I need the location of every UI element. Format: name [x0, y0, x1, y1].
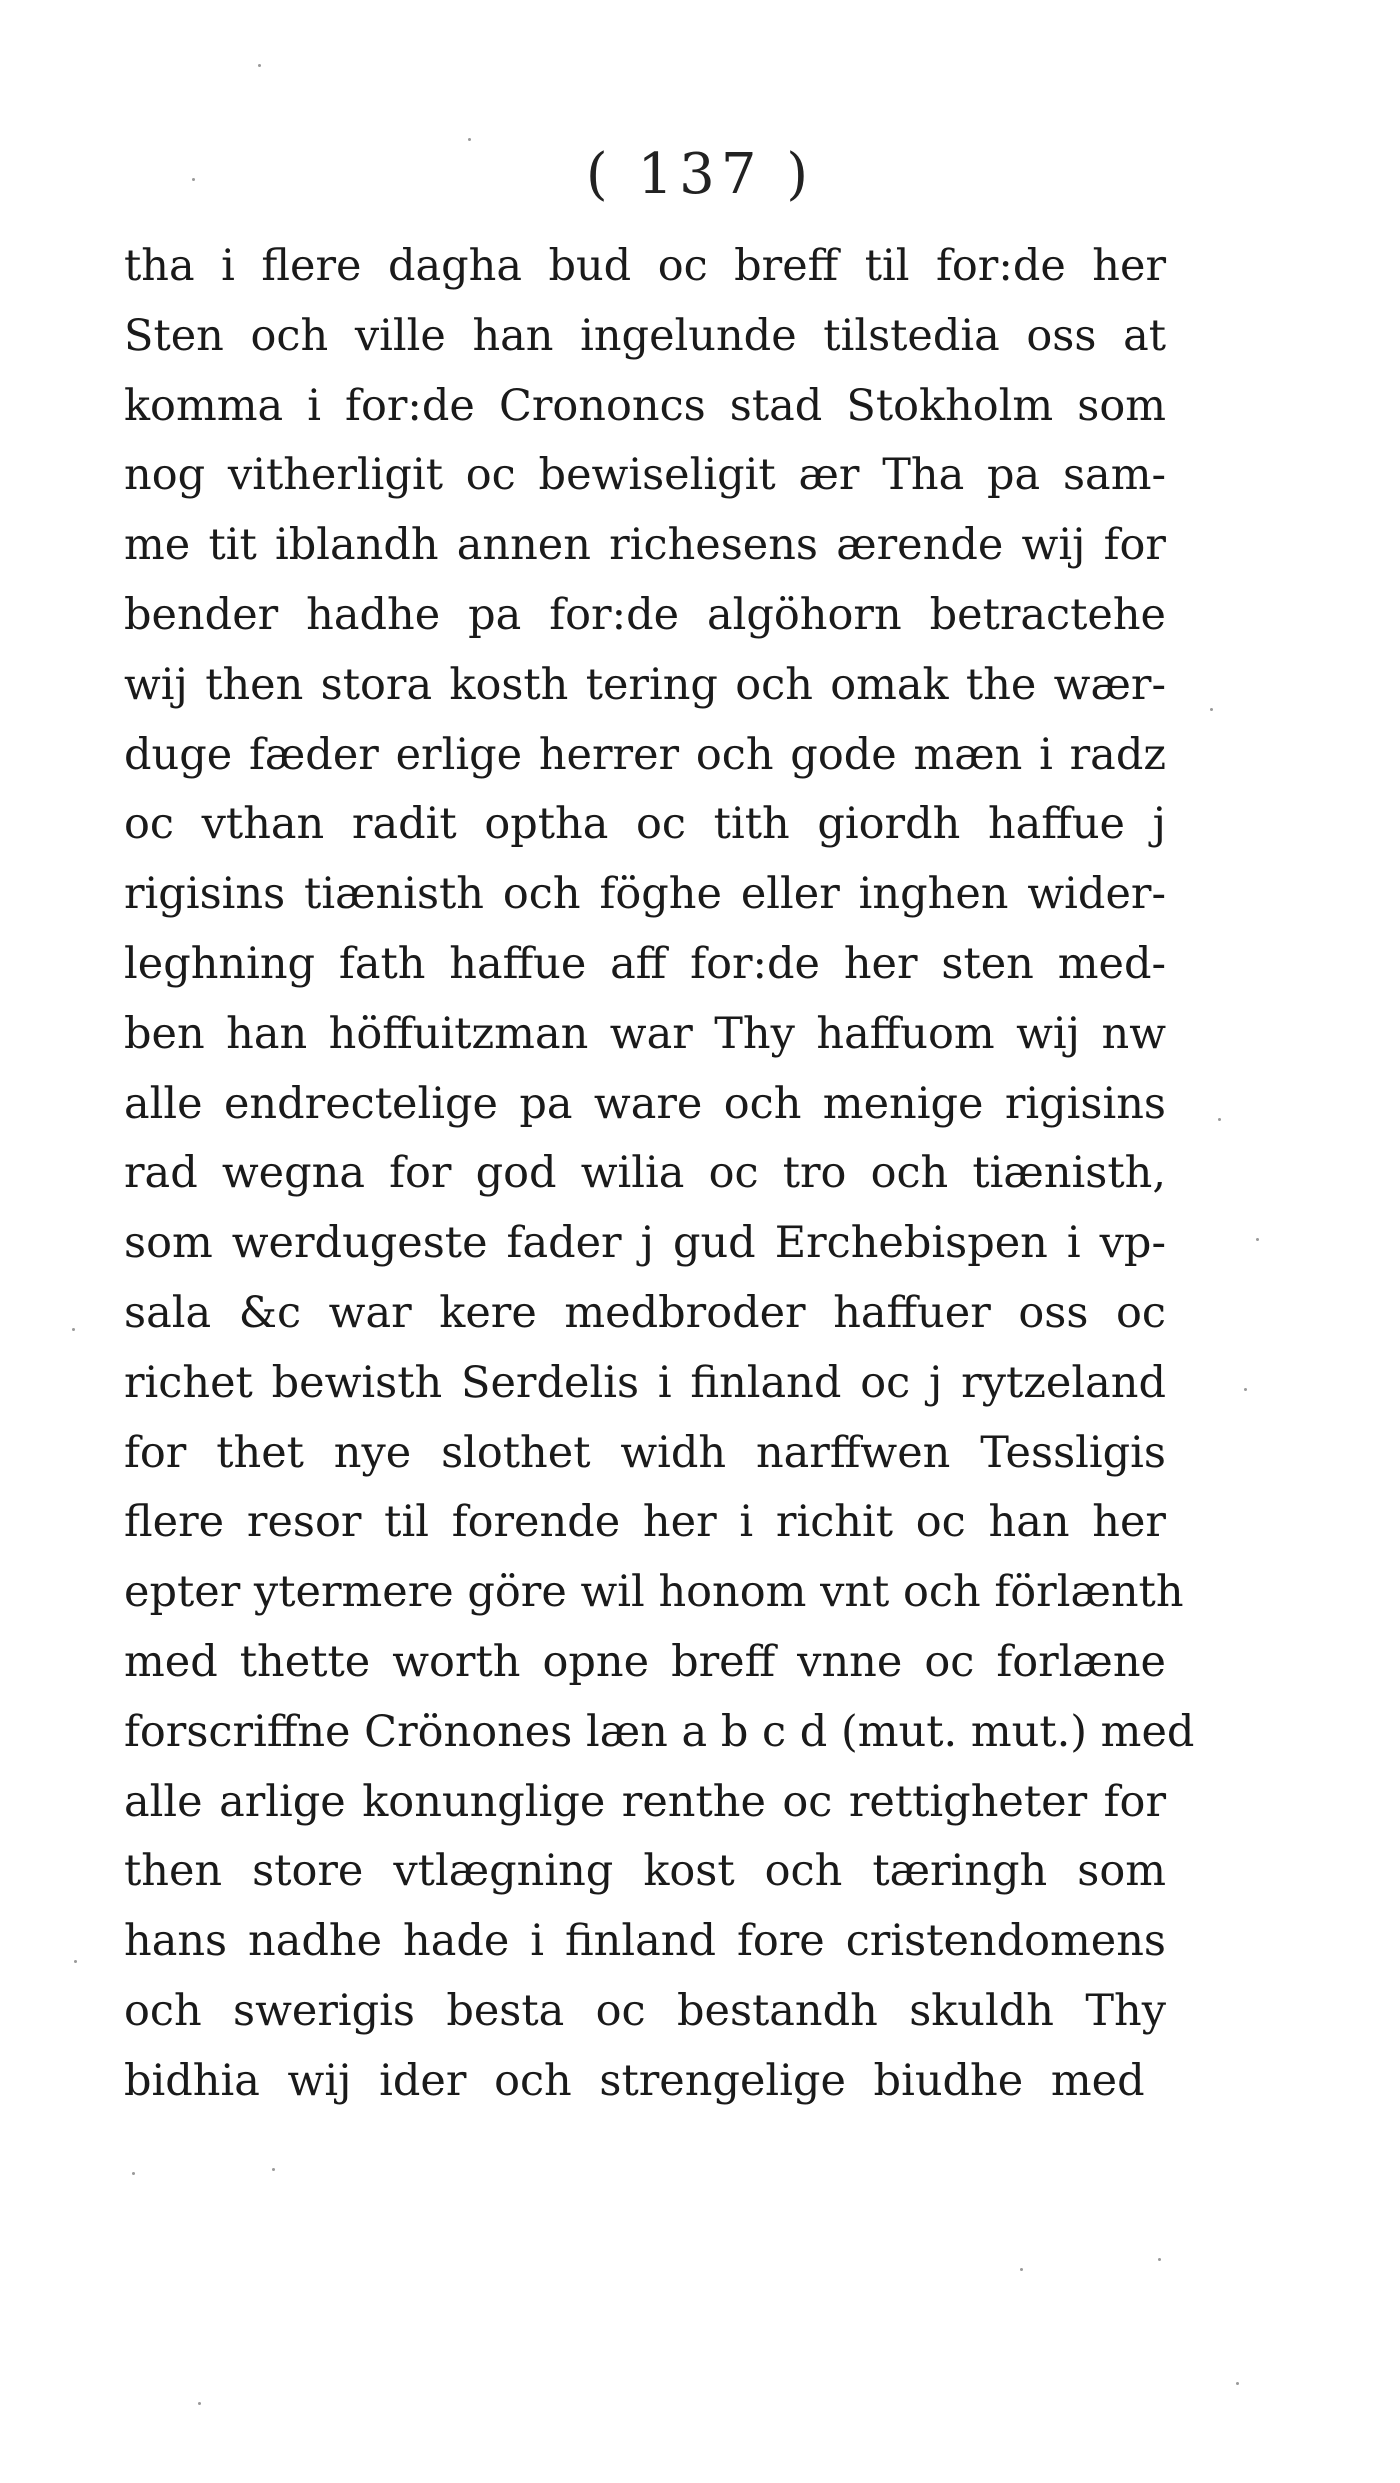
scan-speck [74, 1960, 77, 1963]
body-text [124, 232, 1195, 2117]
page-number: ( 137 ) [585, 142, 815, 207]
text-line: duge fæder erlige herrer och gode mæn i radz [124, 729, 1166, 780]
text-line: sala &c war kere medbroder haffuer oss oc [124, 1287, 1166, 1338]
text-line: forscriffne Crönones læn a b c d (mut. mut.) med [124, 1706, 1195, 1757]
scan-speck [1244, 1388, 1247, 1391]
scan-speck [192, 178, 195, 181]
scan-speck [198, 2402, 201, 2405]
text-line: och swerigis besta oc bestandh skuldh Thy [124, 1985, 1166, 2036]
text-line: flere resor til forende her i richit oc han her [124, 1497, 1166, 1548]
text-line: med thette worth opne breff vnne oc forlæne [124, 1636, 1166, 1687]
scan-speck [72, 1328, 75, 1331]
text-line: ben han höffuitzman war Thy haffuom wij nw [124, 1008, 1166, 1059]
scan-speck [1236, 2382, 1239, 2385]
text-line: nog vitherligit oc bewiseligit ær Tha pa sam- [124, 450, 1166, 501]
scan-speck [468, 138, 471, 141]
text-line: bidhia wij ider och strengelige biudhe med [124, 2055, 1145, 2106]
scan-speck [1020, 2268, 1023, 2271]
text-line: wij then stora kosth tering och omak the wær- [124, 659, 1166, 710]
text-line: komma i for:de Crononcs stad Stokholm som [124, 380, 1166, 431]
text-line: richet bewisth Serdelis i finland oc j rytzeland [124, 1357, 1166, 1408]
scan-speck [132, 2172, 135, 2175]
text-line: Sten och ville han ingelunde tilstedia oss at [124, 310, 1166, 361]
scan-speck [1210, 708, 1213, 711]
scan-speck [1158, 2258, 1161, 2261]
text-line: me tit iblandh annen richesens ærende wij for [124, 520, 1166, 571]
text-line: som werdugeste fader j gud Erchebispen i vp- [124, 1218, 1166, 1269]
text-line: rad wegna for god wilia oc tro och tiænisth, [124, 1148, 1166, 1199]
text-line: alle endrectelige pa ware och menige rigisins [124, 1078, 1166, 1129]
text-line: tha i flere dagha bud oc breff til for:de her [124, 241, 1166, 291]
text-line: for thet nye slothet widh narffwen Tessligis [124, 1427, 1166, 1478]
text-line: epter ytermere göre wil honom vnt och förlænth [124, 1567, 1184, 1618]
scan-speck [272, 2168, 275, 2171]
text-line: hans nadhe hade i finland fore cristendomens [124, 1916, 1166, 1967]
scan-speck [258, 64, 261, 67]
text-line: alle arlige konunglige renthe oc rettigheter for [124, 1776, 1166, 1827]
text-line: oc vthan radit optha oc tith giordh haffue j [124, 799, 1166, 850]
text-line: bender hadhe pa for:de algöhorn betractehe [124, 589, 1166, 640]
scan-speck [1256, 1238, 1259, 1241]
text-line: rigisins tiænisth och föghe eller inghen wider- [124, 869, 1166, 920]
text-line: leghning fath haffue aff for:de her sten med- [124, 938, 1166, 989]
scan-speck [1218, 1118, 1221, 1121]
text-line: then store vtlægning kost och tæringh som [124, 1846, 1166, 1897]
